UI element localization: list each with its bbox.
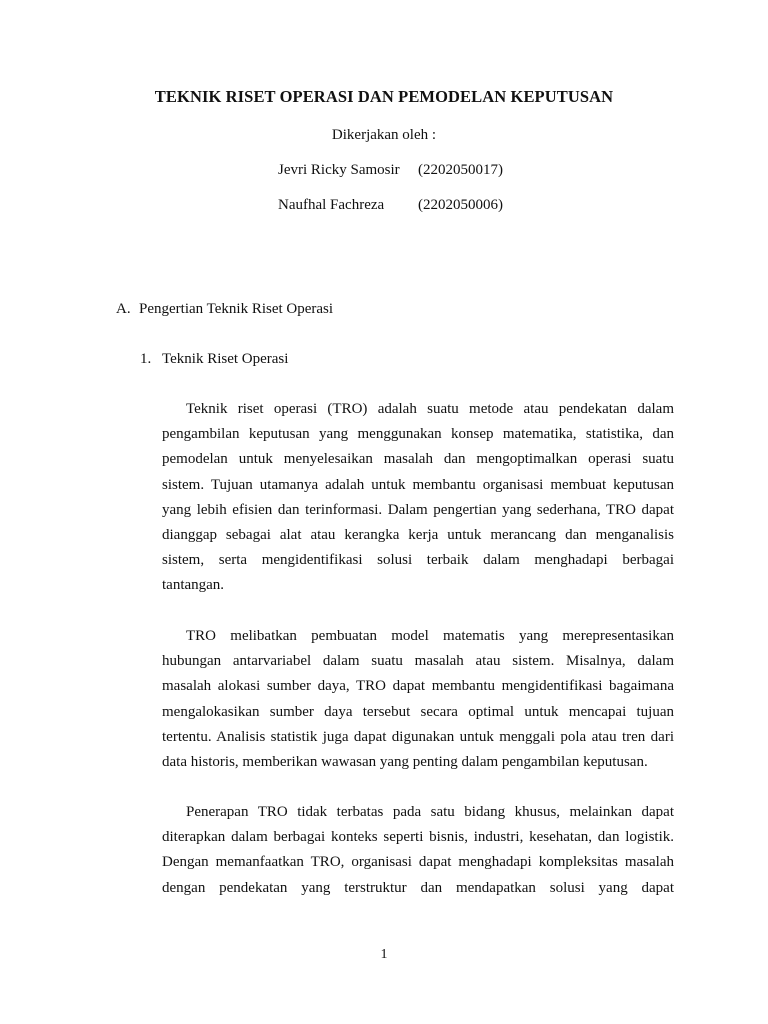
paragraph-line: masalah alokasi sumber daya, TRO dapat membantu mengidentifikasi bagaimana	[162, 678, 674, 695]
paragraph-line: sistem, serta mengidentifikasi solusi terbaik dalam menghadapi berbagai	[162, 552, 674, 569]
paragraph-line: hubungan antarvariabel dalam suatu masalah atau sistem. Misalnya, dalam	[162, 653, 674, 670]
paragraph-line: mengalokasikan sumber daya tersebut secara optimal untuk mencapai tujuan	[162, 703, 674, 720]
section-heading: Pengertian Teknik Riset Operasi	[139, 301, 334, 317]
author-id-2: (2202050006)	[418, 197, 503, 213]
paragraph-line: Penerapan TRO tidak terbatas pada satu bidang khusus, melainkan dapat	[186, 804, 674, 820]
author-name-2: Naufhal Fachreza	[278, 197, 385, 213]
subsection-heading: Teknik Riset Operasi	[162, 351, 289, 367]
paragraph-1	[162, 397, 674, 599]
page-number: 1	[380, 947, 388, 962]
subsection-marker: 1.	[140, 351, 152, 367]
paragraph-line: pemodelan untuk menyelesaikan masalah dan mengoptimalkan operasi suatu	[162, 451, 674, 468]
paragraph-line: diterapkan dalam berbagai konteks seperti bisnis, industri, kesehatan, dan logistik.	[162, 829, 674, 846]
paragraph-line: tertentu. Analisis statistik juga dapat digunakan untuk menggali pola atau tren dari	[162, 728, 674, 745]
document-title: TEKNIK RISET OPERASI DAN PEMODELAN KEPUTUSAN	[154, 87, 614, 106]
byline: Dikerjakan oleh :	[331, 127, 437, 143]
paragraph-line: dianggap sebagai alat atau kerangka kerja untuk merancang dan menganalisis	[162, 526, 674, 543]
paragraph-2	[162, 624, 674, 775]
author-id-1: (2202050017)	[418, 162, 503, 178]
paragraph-line: data historis, memberikan wawasan yang penting dalam pengambilan keputusan.	[162, 753, 648, 770]
paragraph-line: Teknik riset operasi (TRO) adalah suatu metode atau pendekatan dalam	[186, 401, 674, 417]
section-marker: A.	[116, 301, 131, 317]
paragraph-line: TRO melibatkan pembuatan model matematis yang merepresentasikan	[186, 628, 674, 644]
paragraph-line: yang lebih efisien dan terinformasi. Dalam pengertian yang sederhana, TRO dapat	[162, 501, 674, 518]
paragraph-line: Dengan memanfaatkan TRO, organisasi dapat menghadapi kompleksitas masalah	[162, 854, 674, 871]
paragraph-line: tantangan.	[162, 577, 225, 594]
paragraph-line: sistem. Tujuan utamanya adalah untuk membantu organisasi membuat keputusan	[162, 476, 674, 493]
paragraph-3	[162, 800, 674, 901]
author-name-1: Jevri Ricky Samosir	[278, 162, 400, 178]
paragraph-line: pengambilan keputusan yang menggunakan konsep matematika, statistika, dan	[162, 426, 674, 443]
paragraph-line: dengan pendekatan yang terstruktur dan mendapatkan solusi yang dapat	[162, 879, 674, 896]
